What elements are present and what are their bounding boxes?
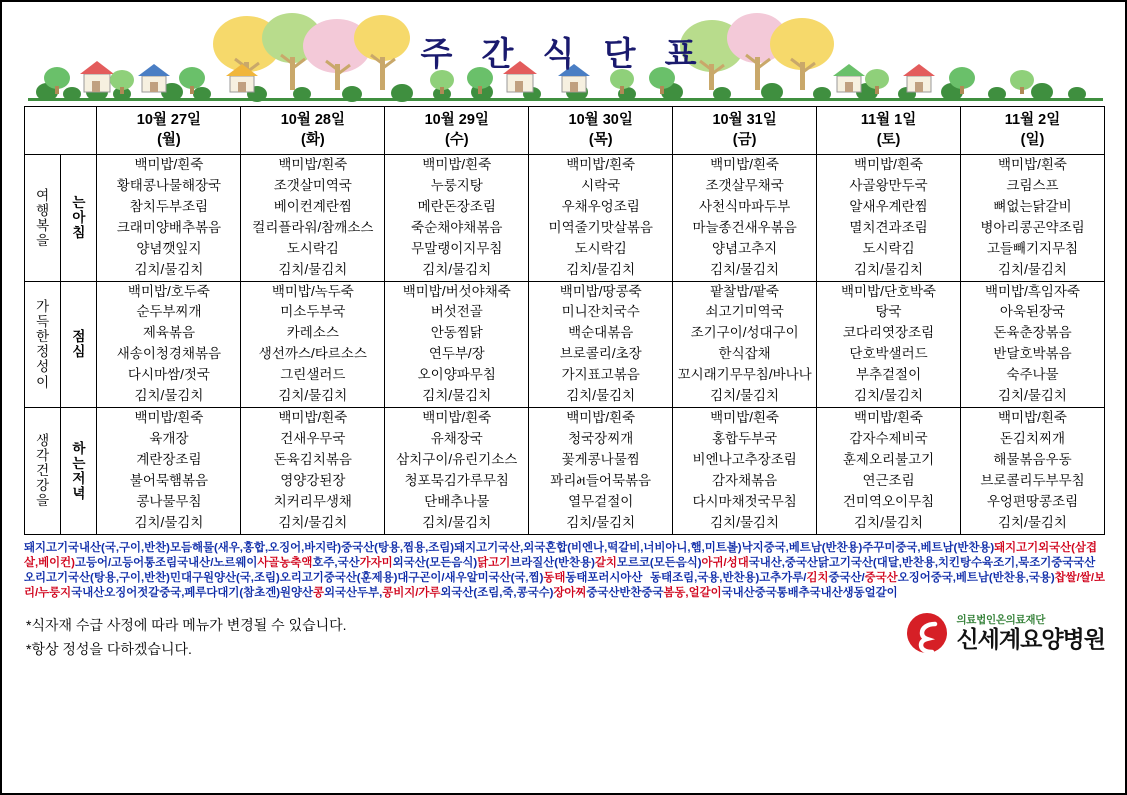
menu-item: 멸치견과조림 <box>849 219 928 235</box>
menu-item: 김치/물김치 <box>134 261 204 277</box>
date-header-3 <box>529 107 673 155</box>
origin-segment: 모듬해물(새우,홍합,오징어,바지락) <box>169 541 342 554</box>
menu-item: 베이컨계란찜 <box>273 198 352 214</box>
menu-item: 김치/물김치 <box>134 388 204 404</box>
menu-item: 백미밥/흰죽 <box>566 157 636 172</box>
menu-item: 탕국 <box>875 304 902 320</box>
origin-segment: 원양산(국,조림) <box>202 571 280 584</box>
menu-table-container <box>2 106 1125 535</box>
menu-item: 백미밥/흰죽 <box>710 157 780 172</box>
origin-disclosure-note <box>24 541 1105 601</box>
menu-item: 김치/물김치 <box>422 514 492 530</box>
menu-item: 홍합두부국 <box>712 430 778 446</box>
origin-segment: 중국산반찬중국 <box>586 586 664 599</box>
origin-segment: 고추가루/ <box>759 571 807 584</box>
meal-cell-저녁-5 <box>817 408 961 535</box>
origin-segment: 오리고기중국산(훈제용) <box>279 571 398 584</box>
origin-segment: 돼지고기국내산(국,구이,반찬) <box>24 541 170 554</box>
menu-item: 안동찜닭 <box>430 325 483 341</box>
origin-segment: 갈치 <box>594 556 617 569</box>
footer-note-2: *항상 정성을 다하겠습니다. <box>26 641 192 658</box>
meal-label-right-아침: 는 아 침 <box>61 155 97 282</box>
menu-item: 팥찰밥/팥죽 <box>710 283 780 299</box>
menu-item: 치커리무생채 <box>273 493 352 509</box>
meal-cell-저녁-1 <box>241 408 385 535</box>
menu-item: 김치/물김치 <box>854 261 924 277</box>
menu-item: 김치/물김치 <box>422 261 492 277</box>
origin-segment: 아귀/성대 <box>701 556 749 569</box>
menu-item: 김치/물김치 <box>998 514 1067 530</box>
footer <box>24 611 1105 671</box>
meal-cell-저녁-2 <box>385 408 529 535</box>
menu-item: 백미밥/흰죽 <box>134 157 204 172</box>
day-label: (목) <box>588 131 613 148</box>
menu-item: 김치/물김치 <box>710 388 780 404</box>
meal-cell-점심-0 <box>97 281 241 408</box>
meal-cell-저녁-6 <box>961 408 1105 535</box>
meal-cell-점심-4 <box>673 281 817 408</box>
origin-segment: 봄동,얼갈이 <box>663 586 722 599</box>
menu-item: 백미밥/흰죽 <box>854 410 924 426</box>
menu-item: 단배추나물 <box>424 493 490 509</box>
origin-segment: 대구곤이/새우알 <box>397 571 478 584</box>
origin-segment: 닭고기국산(대달,반찬용,치킨탕수육조기,묵조기 <box>817 556 1052 569</box>
menu-item: 조갯살무채국 <box>705 177 784 193</box>
menu-item: 콩나물무침 <box>136 493 202 509</box>
menu-item: 백미밥/흰죽 <box>998 157 1067 172</box>
menu-item: 김치/물김치 <box>998 388 1067 404</box>
origin-segment: 국내산 <box>71 586 105 599</box>
origin-segment: 원양산 <box>280 586 314 599</box>
meal-cell-아침-0 <box>97 155 241 282</box>
origin-segment: 러시아산 동태조림,국용,반찬용) <box>598 571 760 584</box>
menu-item: 영양강된장 <box>280 472 346 488</box>
header-banner <box>2 2 1125 106</box>
menu-item: 백미밥/흰죽 <box>422 410 492 426</box>
date-label: 10월 30일 <box>568 111 633 128</box>
date-header-2 <box>385 107 529 155</box>
logo-subtitle: 의료법인온의료재단 <box>956 613 1046 626</box>
origin-segment: 다대기(참초겐) <box>206 586 281 599</box>
menu-item: 육개장 <box>149 430 189 446</box>
meal-cell-아침-3 <box>529 155 673 282</box>
origin-segment: 미국산(국,찜) <box>477 571 544 584</box>
menu-item: 연두부/장 <box>428 346 485 362</box>
menu-item: 돈육김치볶음 <box>273 451 352 467</box>
meal-cell-점심-5 <box>817 281 961 408</box>
menu-item: 돈김치찌개 <box>999 430 1066 446</box>
meal-cell-아침-6 <box>961 155 1105 282</box>
menu-item: 훈제오리불고기 <box>842 451 935 467</box>
menu-item: 백미밥/흰죽 <box>710 410 780 426</box>
menu-item: 김치/물김치 <box>278 514 348 530</box>
meal-cell-아침-5 <box>817 155 961 282</box>
menu-item: 김치/물김치 <box>566 514 636 530</box>
footer-notes <box>26 613 347 662</box>
menu-item: 고들빼기지무침 <box>986 240 1079 256</box>
origin-segment: 국내산,중국산 <box>748 556 818 569</box>
menu-item: 도시락김 <box>862 240 915 256</box>
meal-cell-점심-3 <box>529 281 673 408</box>
logo-mark-icon <box>905 611 949 655</box>
origin-segment: 찹쌀/쌀/보리/누룽지 <box>24 571 1105 599</box>
origin-segment: 호주,국산 <box>312 556 360 569</box>
menu-item: 단호박샐러드 <box>849 346 928 362</box>
date-label: 10월 28일 <box>280 111 345 128</box>
menu-item: 사천식마파두부 <box>698 198 791 214</box>
menu-item: 죽순채야채볶음 <box>411 219 503 235</box>
origin-segment: 브라질산(반찬용) <box>510 556 595 569</box>
menu-item: 병아리콩곤약조림 <box>980 219 1085 235</box>
menu-item: 조기구이/성대구이 <box>690 325 799 341</box>
meal-cell-점심-1 <box>241 281 385 408</box>
date-label: 11월 1일 <box>860 111 917 128</box>
menu-item: 돈육춘장볶음 <box>993 325 1072 341</box>
menu-item: 미역줄기맛살볶음 <box>548 219 653 235</box>
menu-item: 김치/물김치 <box>566 388 636 404</box>
date-label: 10월 31일 <box>712 111 777 128</box>
menu-item: 김치/물김치 <box>854 514 924 530</box>
origin-segment: 중국산/ <box>828 571 865 584</box>
menu-item: 반달호박볶음 <box>993 346 1072 362</box>
origin-segment: 동태포 <box>565 571 599 584</box>
meal-label-left-점심: 가 득 한 정 성 이 <box>25 281 61 408</box>
logo-text <box>956 615 1105 652</box>
date-header-5 <box>817 107 961 155</box>
menu-item: 열무겉절이 <box>568 493 634 509</box>
menu-item: 청국장찌개 <box>568 430 634 446</box>
menu-item: 조갯살미역국 <box>273 177 352 193</box>
origin-segment: 외국산두부, <box>324 586 383 599</box>
table-row <box>25 155 1105 282</box>
menu-item: 김치/물김치 <box>278 388 348 404</box>
origin-segment: 모르코(모든음식) <box>616 556 702 569</box>
menu-item: 꼬시래기무무침/바나나 <box>677 367 812 383</box>
logo-title: 신세계요양병원 <box>956 626 1105 653</box>
menu-item: 백미밥/흑임자죽 <box>984 283 1081 299</box>
menu-item: 김치/물김치 <box>710 261 780 277</box>
origin-segment: 외국산(모든음식) <box>392 556 478 569</box>
menu-item: 브로콜리두부무침 <box>980 472 1085 488</box>
menu-item: 뼈없는닭갈비 <box>993 198 1072 214</box>
menu-item: 불어묵햄볶음 <box>129 472 209 488</box>
origin-segment: 오징어젓갈중국,페루 <box>104 586 207 599</box>
menu-item: 오이양파무침 <box>417 367 496 383</box>
menu-item: 다시마쌈/젓국 <box>127 367 210 383</box>
menu-item: 백미밥/녹두죽 <box>271 283 354 299</box>
page-title: 주 간 식 단 표 <box>420 35 707 72</box>
menu-item: 계란장조림 <box>136 451 202 467</box>
menu-item: 꽃게콩나물찜 <box>561 451 640 467</box>
menu-item: 제육볶음 <box>142 325 196 341</box>
meal-cell-저녁-4 <box>673 408 817 535</box>
menu-item: 백미밥/흰죽 <box>566 410 636 426</box>
menu-item: 백미밥/흰죽 <box>854 157 924 172</box>
menu-item: 미니잔치국수 <box>561 304 640 320</box>
menu-item: 사골왕만두국 <box>849 177 928 193</box>
menu-item: 김치/물김치 <box>422 388 492 404</box>
date-label: 10월 29일 <box>424 111 489 128</box>
menu-item: 김치/물김치 <box>854 388 924 404</box>
table-row <box>25 408 1105 535</box>
day-label: (토) <box>876 131 901 148</box>
origin-segment: 사골농축액 <box>257 556 313 569</box>
menu-item: 코다리엿장조림 <box>842 325 935 341</box>
menu-item: 그린샐러드 <box>280 367 346 383</box>
meal-cell-아침-4 <box>673 155 817 282</box>
meal-cell-저녁-0 <box>97 408 241 535</box>
menu-item: 크림스프 <box>1006 177 1059 193</box>
corner-cell <box>25 107 97 155</box>
origin-segment: 콩비지/가루 <box>382 586 441 599</box>
menu-item: 우엉편땅콩조림 <box>986 493 1079 509</box>
menu-item: 브로콜리/초장 <box>559 346 642 362</box>
meal-label-left-아침: 여 행 복 을 <box>25 155 61 282</box>
origin-segment: 김치 <box>806 571 829 584</box>
meal-label-right-저녁: 하 는 저 녁 <box>61 408 97 535</box>
menu-item: 알새우계란찜 <box>849 198 928 214</box>
menu-item: 아욱된장국 <box>999 304 1066 320</box>
origin-segment: 동태 <box>543 571 566 584</box>
origin-segment: 외국산(조림,죽,콩국수) <box>440 586 554 599</box>
menu-item: 크래미양배추볶음 <box>116 219 222 235</box>
menu-item: 김치/물김치 <box>998 261 1067 277</box>
origin-segment: 민대구 <box>169 571 203 584</box>
menu-item: 백미밥/흰죽 <box>998 410 1067 426</box>
day-label: (화) <box>301 131 325 148</box>
origin-segment: 오징어중국,베트남(반찬용,국용) <box>897 571 1055 584</box>
menu-item: 가지표고볶음 <box>561 367 640 383</box>
menu-item: 버섯전골 <box>430 304 483 320</box>
menu-item: 부추겉절이 <box>855 367 922 383</box>
menu-item: 컬리플라워/참깨소스 <box>252 219 374 235</box>
menu-item: 비엔나고추장조림 <box>692 451 797 467</box>
weekly-menu-table <box>24 106 1105 535</box>
menu-item: 도시락김 <box>574 240 627 256</box>
menu-item: 시락국 <box>581 177 621 193</box>
menu-item: 새송이청경채볶음 <box>116 346 222 362</box>
menu-item: 김치/물김치 <box>278 261 348 277</box>
menu-item: 미소두부국 <box>280 304 346 320</box>
menu-item: 카레소스 <box>286 325 339 341</box>
origin-segment: 장아찌 <box>553 586 587 599</box>
menu-item: 건새우무국 <box>280 430 346 446</box>
menu-item: 꽈리મ들어묵볶음 <box>550 472 652 488</box>
menu-item: 백미밥/흰죽 <box>422 157 492 172</box>
menu-item: 양념고추지 <box>712 240 778 256</box>
origin-segment: 돼지고기외국산(삼겹살,베이컨) <box>24 541 1097 569</box>
menu-item: 누룽지탕 <box>430 177 483 193</box>
menu-item: 해물볶음우동 <box>993 451 1072 467</box>
table-row <box>25 281 1105 408</box>
menu-item: 백미밥/흰죽 <box>134 410 204 426</box>
meal-cell-아침-1 <box>241 155 385 282</box>
menu-item: 백미밥/버섯야채죽 <box>402 283 511 299</box>
origin-segment: 낙지중국,베트남(반찬용) <box>741 541 863 554</box>
menu-item: 참치두부조림 <box>129 198 209 214</box>
day-label: (일) <box>1020 131 1045 148</box>
meal-cell-점심-2 <box>385 281 529 408</box>
origin-segment: 중국국산오리고기국산(탕용,구이,반찬) <box>24 556 1096 584</box>
origin-segment: 닭고기 <box>477 556 511 569</box>
day-label: (수) <box>444 131 469 148</box>
date-header-4 <box>673 107 817 155</box>
menu-item: 연근조림 <box>862 472 915 488</box>
meal-label-right-점심: 점 심 <box>61 281 97 408</box>
menu-item: 숙주나물 <box>1006 367 1059 383</box>
meal-cell-아침-2 <box>385 155 529 282</box>
menu-item: 무말랭이지무침 <box>411 240 503 256</box>
menu-item: 마늘종건새우볶음 <box>692 219 797 235</box>
menu-item: 백미밥/흰죽 <box>278 410 348 426</box>
meal-cell-저녁-3 <box>529 408 673 535</box>
origin-segment: 중국산(탕용,찜용,조림) <box>341 541 455 554</box>
origin-segment: 가자미 <box>359 556 393 569</box>
footer-note-1: *식자재 수급 사정에 따라 메뉴가 변경될 수 있습니다. <box>26 616 347 633</box>
menu-item: 김치/물김치 <box>710 514 780 530</box>
menu-item: 다시마채젓국무침 <box>692 493 797 509</box>
menu-item: 생선까스/타르소스 <box>258 346 367 362</box>
menu-item: 양념깻잎지 <box>136 240 202 256</box>
menu-item: 순두부찌개 <box>136 304 202 320</box>
origin-segment: 돼지고기국산,외국혼합(비엔나,떡갈비,너비아니,햄,미트볼) <box>454 541 742 554</box>
origin-segment: 국내산중국통배추국내산생동얼갈이 <box>721 586 898 599</box>
menu-item: 백미밥/호두죽 <box>127 283 210 299</box>
menu-item: 감자수제비국 <box>849 430 928 446</box>
menu-item: 황태콩나물해장국 <box>116 177 222 193</box>
date-header-1 <box>241 107 385 155</box>
menu-item: 백미밥/흰죽 <box>278 157 348 172</box>
menu-item: 메란돈장조림 <box>417 198 496 214</box>
menu-item: 삼치구이/유린기소스 <box>396 451 518 467</box>
menu-item: 건미역오이무침 <box>842 493 935 509</box>
menu-item: 백미밥/땅콩죽 <box>559 283 642 299</box>
menu-item: 백순대볶음 <box>568 325 634 341</box>
menu-item: 유채장국 <box>430 430 483 446</box>
hospital-logo <box>905 611 1105 655</box>
menu-item: 도시락김 <box>286 240 339 256</box>
origin-segment: 중국산 <box>864 571 898 584</box>
origin-segment: 콩 <box>313 586 325 599</box>
menu-item: 김치/물김치 <box>566 261 636 277</box>
table-header-row <box>25 107 1105 155</box>
menu-item: 우채우엉조림 <box>561 198 640 214</box>
menu-item: 김치/물김치 <box>134 514 204 530</box>
menu-item: 한식잡채 <box>718 346 771 362</box>
menu-item: 백미밥/단호박죽 <box>841 283 937 299</box>
meal-cell-점심-6 <box>961 281 1105 408</box>
date-header-0 <box>97 107 241 155</box>
date-label: 11월 2일 <box>1004 111 1061 128</box>
date-header-6 <box>961 107 1105 155</box>
menu-item: 쇠고기미역국 <box>705 304 784 320</box>
day-label: (금) <box>732 131 757 148</box>
menu-item: 청포묵김가루무침 <box>404 472 509 488</box>
origin-segment: 주꾸미중국,베트남(반찬용) <box>862 541 995 554</box>
meal-label-left-저녁: 생 각 건 강 을 <box>25 408 61 535</box>
date-label: 10월 27일 <box>136 111 202 128</box>
day-label: (월) <box>157 131 181 148</box>
menu-item: 감자채볶음 <box>712 472 778 488</box>
origin-segment: 고등어/고등어통조림국내산/노르웨이 <box>74 556 258 569</box>
